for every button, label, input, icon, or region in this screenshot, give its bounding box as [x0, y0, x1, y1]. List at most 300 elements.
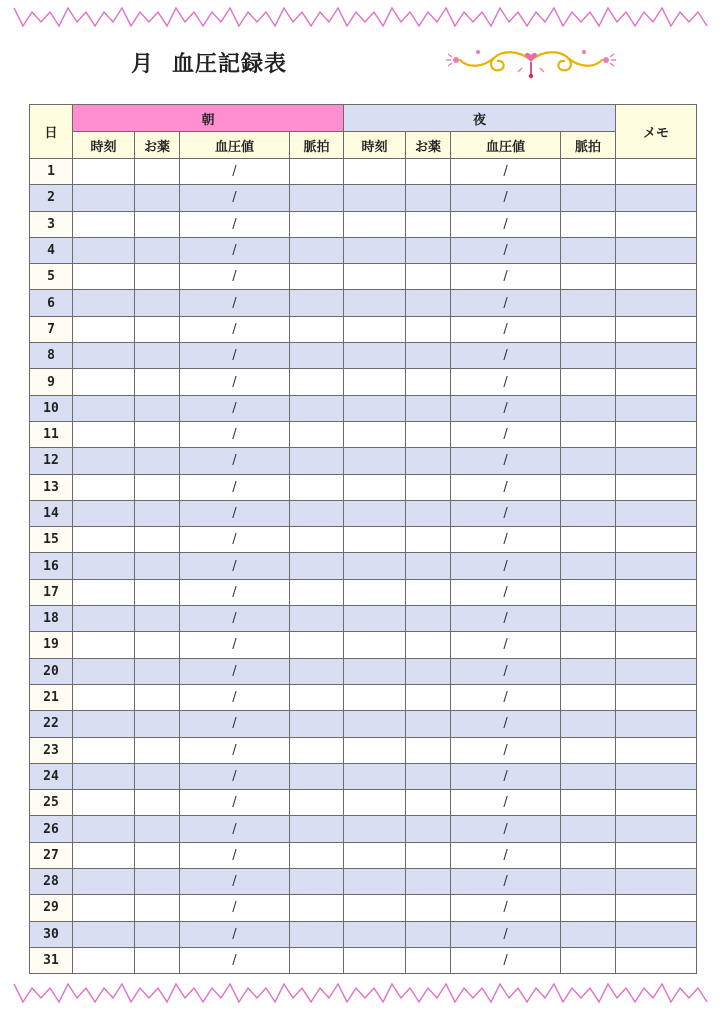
morning-time-cell[interactable]	[73, 264, 135, 290]
morning-bp-cell[interactable]: /	[180, 763, 290, 789]
morning-time-cell[interactable]	[73, 947, 135, 973]
table-row	[30, 842, 697, 868]
morning-time-cell[interactable]	[73, 421, 135, 447]
night-time-cell[interactable]	[344, 316, 406, 342]
night-time-cell[interactable]	[344, 264, 406, 290]
morning-medicine-cell[interactable]	[135, 790, 180, 816]
night-bp-cell[interactable]: /	[451, 264, 561, 290]
night-medicine-cell[interactable]	[406, 763, 451, 789]
night-pulse-cell[interactable]	[561, 211, 616, 237]
night-bp-cell[interactable]: /	[451, 211, 561, 237]
table-row	[30, 816, 697, 842]
night-medicine-cell[interactable]	[406, 869, 451, 895]
day-number: 21	[30, 684, 73, 710]
morning-medicine-cell[interactable]	[135, 421, 180, 447]
night-medicine-cell[interactable]	[406, 500, 451, 526]
memo-cell[interactable]	[616, 395, 697, 421]
memo-cell[interactable]	[616, 711, 697, 737]
night-bp-cell[interactable]: /	[451, 921, 561, 947]
morning-medicine-cell[interactable]	[135, 947, 180, 973]
morning-bp-cell[interactable]: /	[180, 579, 290, 605]
morning-medicine-cell[interactable]	[135, 264, 180, 290]
morning-bp-cell[interactable]: /	[180, 658, 290, 684]
night-pulse-cell[interactable]	[561, 869, 616, 895]
night-bp-cell[interactable]: /	[451, 816, 561, 842]
night-medicine-cell[interactable]	[406, 790, 451, 816]
night-bp-cell[interactable]: /	[451, 763, 561, 789]
morning-bp-cell[interactable]: /	[180, 448, 290, 474]
morning-bp-cell[interactable]: /	[180, 790, 290, 816]
night-time-cell[interactable]	[344, 790, 406, 816]
night-time-cell[interactable]	[344, 500, 406, 526]
morning-bp-cell[interactable]: /	[180, 474, 290, 500]
morning-time-cell[interactable]	[73, 159, 135, 185]
morning-bp-cell[interactable]: /	[180, 527, 290, 553]
night-bp-cell[interactable]: /	[451, 369, 561, 395]
morning-time-cell[interactable]	[73, 395, 135, 421]
night-time-cell[interactable]	[344, 395, 406, 421]
memo-cell[interactable]	[616, 579, 697, 605]
memo-cell[interactable]	[616, 790, 697, 816]
morning-pulse-cell[interactable]	[290, 553, 344, 579]
night-time-cell[interactable]	[344, 343, 406, 369]
memo-cell[interactable]	[616, 448, 697, 474]
night-medicine-cell[interactable]	[406, 737, 451, 763]
night-medicine-cell[interactable]	[406, 842, 451, 868]
morning-pulse-cell[interactable]	[290, 159, 344, 185]
night-pulse-cell[interactable]	[561, 343, 616, 369]
morning-pulse-cell[interactable]	[290, 290, 344, 316]
morning-time-cell[interactable]	[73, 842, 135, 868]
morning-time-cell[interactable]	[73, 921, 135, 947]
morning-medicine-cell[interactable]	[135, 684, 180, 710]
night-time-cell[interactable]	[344, 711, 406, 737]
morning-time-cell[interactable]	[73, 737, 135, 763]
morning-medicine-cell[interactable]	[135, 290, 180, 316]
night-bp-cell[interactable]: /	[451, 500, 561, 526]
night-time-cell[interactable]	[344, 816, 406, 842]
night-time-cell[interactable]	[344, 658, 406, 684]
night-bp-cell[interactable]: /	[451, 869, 561, 895]
night-pulse-cell[interactable]	[561, 816, 616, 842]
morning-bp-cell[interactable]: /	[180, 316, 290, 342]
morning-pulse-cell[interactable]	[290, 658, 344, 684]
morning-bp-cell[interactable]: /	[180, 264, 290, 290]
night-pulse-cell[interactable]	[561, 895, 616, 921]
morning-bp-cell[interactable]: /	[180, 211, 290, 237]
morning-time-cell[interactable]	[73, 237, 135, 263]
morning-bp-cell[interactable]: /	[180, 369, 290, 395]
night-medicine-cell[interactable]	[406, 658, 451, 684]
night-bp-cell[interactable]: /	[451, 684, 561, 710]
night-medicine-cell[interactable]	[406, 237, 451, 263]
night-time-cell[interactable]	[344, 606, 406, 632]
night-medicine-cell[interactable]	[406, 264, 451, 290]
night-medicine-cell[interactable]	[406, 421, 451, 447]
night-bp-cell[interactable]: /	[451, 895, 561, 921]
day-number: 3	[30, 211, 73, 237]
morning-pulse-cell[interactable]	[290, 711, 344, 737]
morning-medicine-cell[interactable]	[135, 316, 180, 342]
morning-bp-cell[interactable]: /	[180, 343, 290, 369]
morning-time-cell[interactable]	[73, 579, 135, 605]
night-bp-cell[interactable]: /	[451, 421, 561, 447]
table-row	[30, 790, 697, 816]
night-time-cell[interactable]	[344, 737, 406, 763]
night-medicine-cell[interactable]	[406, 684, 451, 710]
morning-pulse-cell[interactable]	[290, 684, 344, 710]
memo-cell[interactable]	[616, 921, 697, 947]
night-bp-cell[interactable]: /	[451, 237, 561, 263]
morning-pulse-cell[interactable]	[290, 606, 344, 632]
morning-bp-cell[interactable]: /	[180, 711, 290, 737]
night-pulse-cell[interactable]	[561, 921, 616, 947]
night-medicine-cell[interactable]	[406, 895, 451, 921]
day-number: 22	[30, 711, 73, 737]
night-bp-cell[interactable]: /	[451, 448, 561, 474]
morning-time-cell[interactable]	[73, 763, 135, 789]
day-number: 13	[30, 474, 73, 500]
night-medicine-cell[interactable]	[406, 921, 451, 947]
night-medicine-cell[interactable]	[406, 448, 451, 474]
morning-medicine-cell[interactable]	[135, 343, 180, 369]
night-bp-cell[interactable]: /	[451, 658, 561, 684]
memo-cell[interactable]	[616, 474, 697, 500]
table-row	[30, 737, 697, 763]
night-medicine-cell[interactable]	[406, 185, 451, 211]
morning-pulse-cell[interactable]	[290, 500, 344, 526]
night-bp-cell[interactable]: /	[451, 947, 561, 973]
morning-medicine-cell[interactable]	[135, 869, 180, 895]
morning-bp-cell[interactable]: /	[180, 816, 290, 842]
morning-bp-cell[interactable]: /	[180, 895, 290, 921]
morning-pulse-cell[interactable]	[290, 869, 344, 895]
night-time-cell[interactable]	[344, 211, 406, 237]
memo-cell[interactable]	[616, 500, 697, 526]
memo-cell[interactable]	[616, 290, 697, 316]
night-medicine-cell[interactable]	[406, 159, 451, 185]
morning-time-cell[interactable]	[73, 316, 135, 342]
morning-time-header: 時刻	[73, 132, 135, 159]
morning-pulse-cell[interactable]	[290, 369, 344, 395]
night-medicine-cell[interactable]	[406, 816, 451, 842]
memo-cell[interactable]	[616, 606, 697, 632]
night-medicine-cell[interactable]	[406, 316, 451, 342]
night-pulse-cell[interactable]	[561, 369, 616, 395]
memo-cell[interactable]	[616, 947, 697, 973]
night-pulse-cell[interactable]	[561, 947, 616, 973]
night-pulse-cell[interactable]	[561, 842, 616, 868]
morning-bp-cell[interactable]: /	[180, 159, 290, 185]
memo-cell[interactable]	[616, 658, 697, 684]
memo-cell[interactable]	[616, 553, 697, 579]
morning-medicine-cell[interactable]	[135, 737, 180, 763]
night-time-cell[interactable]	[344, 369, 406, 395]
night-bp-cell[interactable]: /	[451, 343, 561, 369]
night-pulse-cell[interactable]	[561, 553, 616, 579]
morning-pulse-cell[interactable]	[290, 211, 344, 237]
morning-pulse-cell[interactable]	[290, 947, 344, 973]
morning-time-cell[interactable]	[73, 658, 135, 684]
morning-pulse-cell[interactable]	[290, 395, 344, 421]
night-medicine-cell[interactable]	[406, 947, 451, 973]
memo-cell[interactable]	[616, 763, 697, 789]
day-number: 19	[30, 632, 73, 658]
night-bp-cell[interactable]: /	[451, 553, 561, 579]
morning-pulse-cell[interactable]	[290, 448, 344, 474]
night-time-cell[interactable]	[344, 842, 406, 868]
night-time-cell[interactable]	[344, 474, 406, 500]
morning-medicine-cell[interactable]	[135, 448, 180, 474]
night-pulse-cell[interactable]	[561, 711, 616, 737]
memo-cell[interactable]	[616, 316, 697, 342]
night-bp-cell[interactable]: /	[451, 579, 561, 605]
morning-bp-cell[interactable]: /	[180, 421, 290, 447]
morning-medicine-cell[interactable]	[135, 816, 180, 842]
memo-cell[interactable]	[616, 185, 697, 211]
morning-medicine-cell[interactable]	[135, 763, 180, 789]
day-number: 2	[30, 185, 73, 211]
night-pulse-cell[interactable]	[561, 474, 616, 500]
morning-pulse-cell[interactable]	[290, 316, 344, 342]
morning-bp-cell[interactable]: /	[180, 921, 290, 947]
morning-medicine-cell[interactable]	[135, 658, 180, 684]
night-pulse-cell[interactable]	[561, 237, 616, 263]
night-medicine-cell[interactable]	[406, 606, 451, 632]
morning-pulse-cell[interactable]	[290, 790, 344, 816]
morning-pulse-cell[interactable]	[290, 763, 344, 789]
night-bp-cell[interactable]: /	[451, 711, 561, 737]
morning-time-cell[interactable]	[73, 816, 135, 842]
night-pulse-cell[interactable]	[561, 500, 616, 526]
night-pulse-cell[interactable]	[561, 159, 616, 185]
night-bp-cell[interactable]: /	[451, 632, 561, 658]
morning-medicine-cell[interactable]	[135, 395, 180, 421]
morning-time-cell[interactable]	[73, 711, 135, 737]
night-time-cell[interactable]	[344, 921, 406, 947]
night-medicine-cell[interactable]	[406, 343, 451, 369]
memo-cell[interactable]	[616, 869, 697, 895]
night-pulse-cell[interactable]	[561, 448, 616, 474]
morning-bp-cell[interactable]: /	[180, 947, 290, 973]
night-time-cell[interactable]	[344, 895, 406, 921]
night-pulse-cell[interactable]	[561, 185, 616, 211]
morning-bp-cell[interactable]: /	[180, 290, 290, 316]
table-row	[30, 448, 697, 474]
morning-medicine-cell[interactable]	[135, 842, 180, 868]
morning-medicine-cell[interactable]	[135, 185, 180, 211]
morning-medicine-cell[interactable]	[135, 237, 180, 263]
night-time-cell[interactable]	[344, 527, 406, 553]
morning-pulse-cell[interactable]	[290, 632, 344, 658]
morning-bp-cell[interactable]: /	[180, 185, 290, 211]
night-time-cell[interactable]	[344, 869, 406, 895]
memo-cell[interactable]	[616, 159, 697, 185]
morning-bp-cell[interactable]: /	[180, 737, 290, 763]
morning-time-cell[interactable]	[73, 474, 135, 500]
morning-pulse-cell[interactable]	[290, 527, 344, 553]
night-time-cell[interactable]	[344, 684, 406, 710]
night-medicine-cell[interactable]	[406, 474, 451, 500]
morning-medicine-cell[interactable]	[135, 579, 180, 605]
morning-medicine-cell[interactable]	[135, 500, 180, 526]
night-pulse-cell[interactable]	[561, 737, 616, 763]
morning-time-cell[interactable]	[73, 553, 135, 579]
night-time-cell[interactable]	[344, 159, 406, 185]
night-bp-cell[interactable]: /	[451, 316, 561, 342]
morning-pulse-cell[interactable]	[290, 921, 344, 947]
morning-time-cell[interactable]	[73, 343, 135, 369]
night-pulse-cell[interactable]	[561, 658, 616, 684]
memo-cell[interactable]	[616, 632, 697, 658]
memo-cell[interactable]	[616, 369, 697, 395]
night-bp-cell[interactable]: /	[451, 842, 561, 868]
morning-pulse-cell[interactable]	[290, 737, 344, 763]
night-bp-cell[interactable]: /	[451, 290, 561, 316]
table-row	[30, 763, 697, 789]
morning-bp-cell[interactable]: /	[180, 395, 290, 421]
morning-time-cell[interactable]	[73, 185, 135, 211]
night-medicine-cell[interactable]	[406, 527, 451, 553]
memo-cell[interactable]	[616, 343, 697, 369]
night-pulse-cell[interactable]	[561, 290, 616, 316]
morning-pulse-cell[interactable]	[290, 185, 344, 211]
morning-medicine-cell[interactable]	[135, 895, 180, 921]
night-medicine-cell[interactable]	[406, 395, 451, 421]
night-pulse-cell[interactable]	[561, 790, 616, 816]
table-row	[30, 658, 697, 684]
morning-medicine-cell[interactable]	[135, 159, 180, 185]
morning-medicine-cell[interactable]	[135, 211, 180, 237]
morning-medicine-cell[interactable]	[135, 711, 180, 737]
morning-pulse-cell[interactable]	[290, 816, 344, 842]
morning-bp-cell[interactable]: /	[180, 237, 290, 263]
memo-cell[interactable]	[616, 895, 697, 921]
blood-pressure-table	[29, 104, 697, 974]
morning-bp-cell[interactable]: /	[180, 606, 290, 632]
morning-medicine-cell[interactable]	[135, 527, 180, 553]
night-time-cell[interactable]	[344, 763, 406, 789]
night-medicine-cell[interactable]	[406, 632, 451, 658]
night-time-cell[interactable]	[344, 947, 406, 973]
morning-time-cell[interactable]	[73, 869, 135, 895]
morning-pulse-cell[interactable]	[290, 842, 344, 868]
day-number: 31	[30, 947, 73, 973]
morning-time-cell[interactable]	[73, 527, 135, 553]
night-time-cell[interactable]	[344, 553, 406, 579]
night-bp-cell[interactable]: /	[451, 474, 561, 500]
night-pulse-cell[interactable]	[561, 421, 616, 447]
night-bp-cell[interactable]: /	[451, 790, 561, 816]
morning-time-cell[interactable]	[73, 290, 135, 316]
day-number: 27	[30, 842, 73, 868]
morning-bp-cell[interactable]: /	[180, 632, 290, 658]
morning-time-cell[interactable]	[73, 369, 135, 395]
morning-time-cell[interactable]	[73, 895, 135, 921]
night-pulse-cell[interactable]	[561, 579, 616, 605]
night-bp-cell[interactable]: /	[451, 159, 561, 185]
morning-medicine-cell[interactable]	[135, 369, 180, 395]
morning-medicine-cell[interactable]	[135, 606, 180, 632]
night-bp-cell[interactable]: /	[451, 527, 561, 553]
night-pulse-cell[interactable]	[561, 632, 616, 658]
night-time-cell[interactable]	[344, 448, 406, 474]
morning-time-cell[interactable]	[73, 606, 135, 632]
morning-time-cell[interactable]	[73, 790, 135, 816]
night-bp-cell[interactable]: /	[451, 606, 561, 632]
memo-cell[interactable]	[616, 684, 697, 710]
morning-medicine-cell[interactable]	[135, 921, 180, 947]
morning-pulse-cell[interactable]	[290, 343, 344, 369]
night-time-cell[interactable]	[344, 290, 406, 316]
night-pulse-cell[interactable]	[561, 763, 616, 789]
night-medicine-cell[interactable]	[406, 711, 451, 737]
morning-pulse-cell[interactable]	[290, 474, 344, 500]
night-medicine-cell[interactable]	[406, 211, 451, 237]
morning-medicine-cell[interactable]	[135, 553, 180, 579]
morning-medicine-cell[interactable]	[135, 632, 180, 658]
night-time-cell[interactable]	[344, 237, 406, 263]
morning-pulse-cell[interactable]	[290, 895, 344, 921]
memo-cell[interactable]	[616, 737, 697, 763]
memo-cell[interactable]	[616, 527, 697, 553]
night-bp-cell[interactable]: /	[451, 395, 561, 421]
morning-pulse-cell[interactable]	[290, 421, 344, 447]
night-time-cell[interactable]	[344, 579, 406, 605]
day-number: 15	[30, 527, 73, 553]
morning-medicine-cell[interactable]	[135, 474, 180, 500]
morning-time-cell[interactable]	[73, 448, 135, 474]
night-medicine-cell[interactable]	[406, 369, 451, 395]
night-bp-cell[interactable]: /	[451, 737, 561, 763]
night-pulse-cell[interactable]	[561, 606, 616, 632]
memo-cell[interactable]	[616, 211, 697, 237]
morning-bp-cell[interactable]: /	[180, 684, 290, 710]
night-pulse-cell[interactable]	[561, 527, 616, 553]
memo-cell[interactable]	[616, 264, 697, 290]
night-medicine-cell[interactable]	[406, 290, 451, 316]
bottom-zigzag-border	[0, 980, 724, 1010]
night-medicine-cell[interactable]	[406, 553, 451, 579]
morning-pulse-cell[interactable]	[290, 237, 344, 263]
memo-cell[interactable]	[616, 842, 697, 868]
night-pulse-cell[interactable]	[561, 684, 616, 710]
morning-time-cell[interactable]	[73, 211, 135, 237]
table-row	[30, 369, 697, 395]
night-pulse-cell[interactable]	[561, 395, 616, 421]
morning-bp-cell[interactable]: /	[180, 842, 290, 868]
morning-bp-cell[interactable]: /	[180, 869, 290, 895]
night-medicine-cell[interactable]	[406, 579, 451, 605]
night-pulse-cell[interactable]	[561, 316, 616, 342]
morning-time-cell[interactable]	[73, 632, 135, 658]
memo-cell[interactable]	[616, 816, 697, 842]
morning-bp-cell[interactable]: /	[180, 553, 290, 579]
morning-bp-cell[interactable]: /	[180, 500, 290, 526]
memo-cell[interactable]	[616, 237, 697, 263]
night-time-cell[interactable]	[344, 421, 406, 447]
memo-header: メモ	[616, 105, 697, 159]
memo-cell[interactable]	[616, 421, 697, 447]
night-pulse-cell[interactable]	[561, 264, 616, 290]
morning-time-cell[interactable]	[73, 500, 135, 526]
morning-pulse-cell[interactable]	[290, 264, 344, 290]
night-bp-cell[interactable]: /	[451, 185, 561, 211]
night-time-cell[interactable]	[344, 632, 406, 658]
morning-pulse-cell[interactable]	[290, 579, 344, 605]
night-time-cell[interactable]	[344, 185, 406, 211]
morning-time-cell[interactable]	[73, 684, 135, 710]
